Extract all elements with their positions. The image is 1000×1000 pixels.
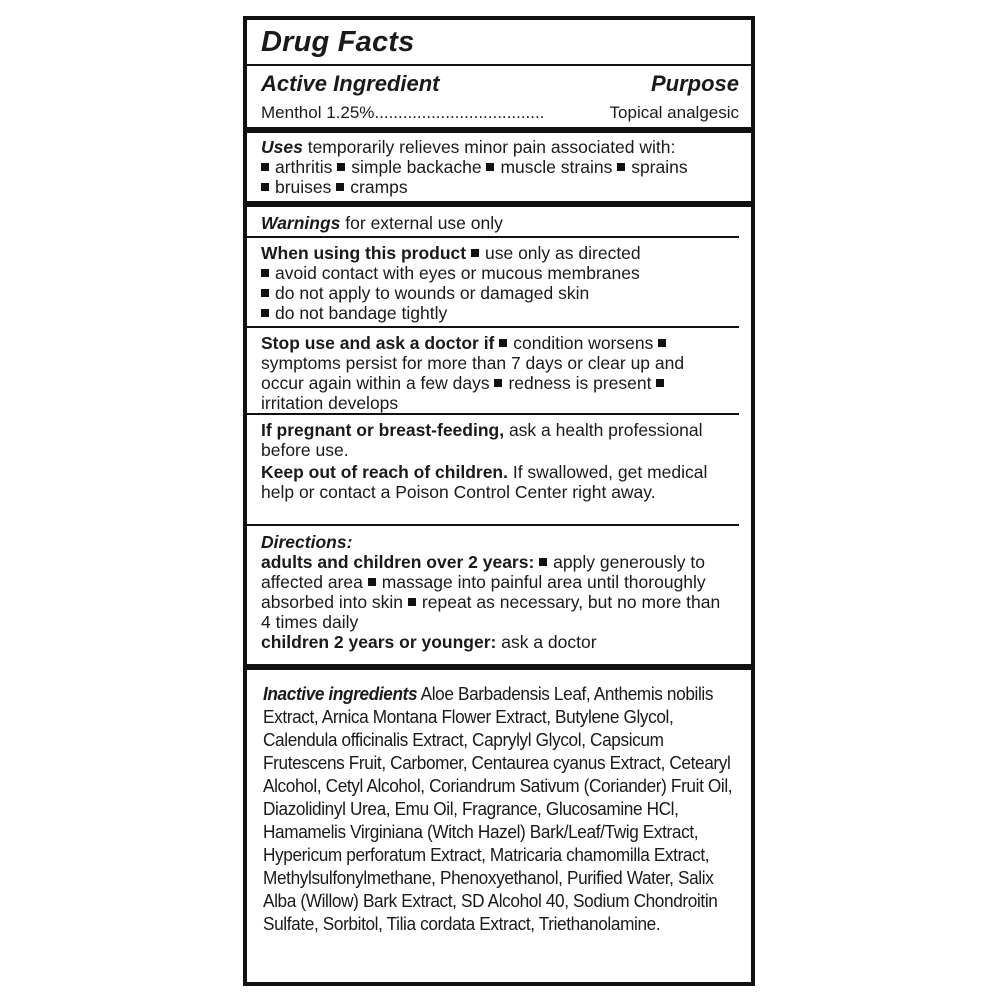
active-ingredient-purpose: Topical analgesic [609,103,739,122]
directions-children [261,632,721,652]
divider [247,127,751,133]
warnings-label: Warnings [261,213,341,233]
pregnancy-warning [247,420,751,460]
divider [247,413,739,415]
pregnancy-text: ask a health professional before use. [261,420,703,460]
divider [247,201,751,207]
children-directions-text: ask a doctor [496,632,597,652]
children-label: Keep out of reach of children. [261,462,508,482]
children-directions-label: children 2 years or younger: [261,632,497,652]
use-item: arthritis [261,157,332,177]
inactive-list: Aloe Barbadensis Leaf, Anthemis nobilis Extract, Arnica Montana Flower Extract, Butylene Glycol, Calendula officinalis Extract, Caprylyl Glycol, Capsicum Frutescens Fruit, Carbomer, Centaurea cyanus Extract, Cetearyl Alcohol, Cetyl Alcohol, Coriandrum Sativum (Coriander) Fruit Oil, Diazolidinyl Urea, Emu Oil, Fragrance, Glucosamine HCl, Hamamelis Virginiana (Witch Hazel) Bark/Leaf/Twig Extract, Hypericum perforatum Extract, Matricaria chamomilla Extract, Methylsulfonylmethane, Phenoxyethanol, Purified Water, Salix Alba (Willow) Bark Extract, SD Alcohol 40, Sodium Chondroitin Sulfate, Sorbitol, Tilia cordata Extract, Triethanolamine. [263,683,733,934]
stop-use-item: symptoms persist for more than 7 days or clear up and occur again within a few days [261,353,685,393]
divider [247,326,739,328]
divider [247,236,739,238]
use-item: muscle strains [486,157,612,177]
use-item: bruises [261,177,331,197]
stop-use-label: Stop use and ask a doctor if [261,333,495,353]
pregnancy-label: If pregnant or breast-feeding, [261,420,505,440]
drug-facts-title: Drug Facts [261,26,415,58]
warnings-text: for external use only [340,213,503,233]
warnings-heading-row [247,213,751,233]
when-using-item: avoid contact with eyes or mucous membranes [275,263,640,283]
when-using-label: When using this product [261,243,467,263]
direction-item: repeat as necessary, but no more than 4 times daily [261,592,721,632]
leader-dots: .................................... [374,103,545,122]
inactive-label: Inactive ingredients [263,683,418,704]
children-warning [247,462,751,502]
divider [247,64,751,66]
active-ingredient-row [247,103,751,123]
direction-item: massage into painful area until thoroughly absorbed into skin [261,572,706,612]
when-using-item: use only as directed [485,243,641,263]
when-using-item: do not apply to wounds or damaged skin [275,283,590,303]
children-text: If swallowed, get medical help or contact a Poison Control Center right away. [261,462,708,502]
directions-adults [261,552,721,632]
uses-label: Uses [261,137,303,157]
when-using-section [247,243,751,323]
directions-label: Directions: [261,532,353,552]
inactive-ingredients-section [247,682,751,935]
divider [247,524,739,526]
active-ingredient-name: Menthol 1.25% [261,103,375,122]
when-using-item: do not bandage tightly [275,303,448,323]
purpose-heading: Purpose [650,71,739,96]
drug-facts-panel [243,16,755,986]
active-ingredient-heading: Active Ingredient [261,71,440,96]
inactive-ingredients-text [263,682,737,935]
adults-label: adults and children over 2 years: [261,552,535,572]
stop-use-item: redness is present [508,373,652,393]
stop-use-item: irritation develops [261,393,399,413]
active-header [247,71,751,97]
stop-use-section [247,333,751,413]
uses-intro: temporarily relieves minor pain associated with: [302,137,676,157]
direction-item: apply generously to affected area [261,552,705,592]
uses-section [247,137,751,197]
use-item: sprains [617,157,687,177]
use-item: cramps [336,177,407,197]
directions-section [247,532,751,652]
use-item: simple backache [337,157,481,177]
divider [247,664,751,670]
stop-use-item: condition worsens [513,333,654,353]
